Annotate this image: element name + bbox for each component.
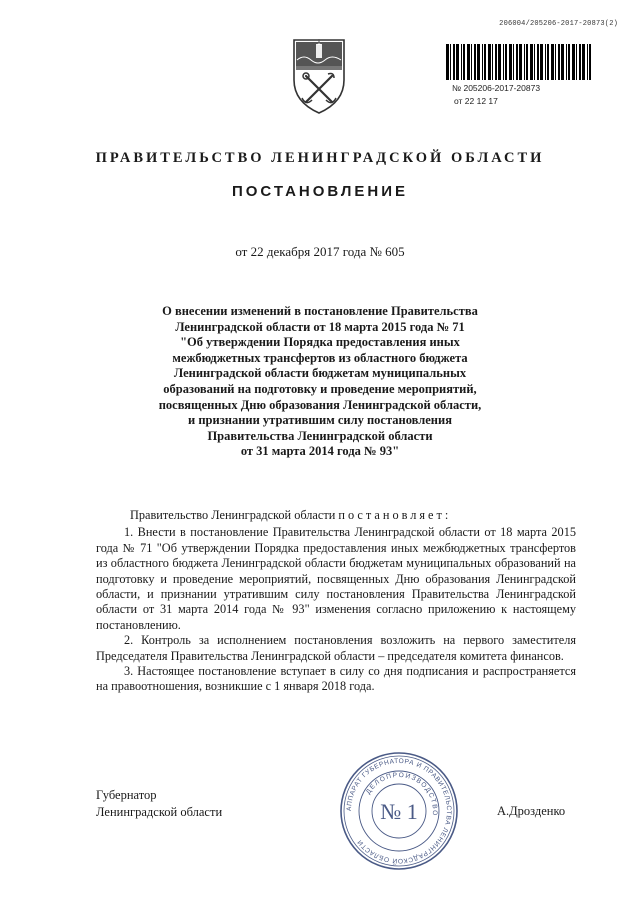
subject-line: Ленинградской области бюджетам муниципальных (173, 366, 467, 381)
subject-line: и признании утратившим силу постановления (188, 413, 452, 428)
signatory-position (96, 787, 222, 821)
coat-of-arms-icon (288, 36, 350, 116)
preamble (96, 508, 576, 523)
barcode-bar (453, 44, 455, 80)
subject-line: О внесении изменений в постановление Правительства (162, 304, 478, 318)
paragraph-2: 2. Контроль за исполнением постановления возложить на первого заместителя Председателя Правительства Ленинградской области – председателя комитета финансов. (96, 633, 576, 663)
barcode-bar (471, 44, 472, 80)
barcode-bar (576, 44, 577, 80)
barcode-bar (488, 44, 491, 80)
barcode-bar (551, 44, 554, 80)
barcode-bar (589, 44, 591, 80)
barcode-bar (495, 44, 497, 80)
barcode-bar (545, 44, 546, 80)
barcode-bar (579, 44, 581, 80)
registration-number: № 205206-2017-20873 (452, 83, 541, 93)
barcode-bar (582, 44, 585, 80)
barcode-bar (540, 44, 543, 80)
document-date-number: от 22 декабря 2017 года № 605 (235, 244, 405, 259)
subject-line: межбюджетных трансфертов из областного бюджета (172, 350, 468, 365)
barcode-bar (587, 44, 588, 80)
preamble-subject: Правительство Ленинградской области (130, 508, 336, 522)
barcode-bar (467, 44, 470, 80)
barcode-bar (484, 44, 486, 80)
barcode-bar (513, 44, 514, 80)
registration-date: от 22 12 17 (454, 96, 498, 106)
barcode-bar (547, 44, 549, 80)
barcode-bar (492, 44, 493, 80)
barcode-bar (572, 44, 575, 80)
signatory-title: Губернатор (96, 788, 157, 802)
barcode-bar (561, 44, 564, 80)
stamp-ring-text: АППАРАТ ГУБЕРНАТОРА И ПРАВИТЕЛЬСТВА ЛЕНИНГРАДСКОЙ ОБЛАСТИ (345, 757, 453, 865)
barcode-bar (474, 44, 476, 80)
barcode-bar (498, 44, 501, 80)
barcode-bar (568, 44, 570, 80)
barcode-bar (519, 44, 522, 80)
subject-line: "Об утверждении Порядка предоставления иных (180, 335, 460, 350)
barcode-bar (524, 44, 525, 80)
document-subject (110, 304, 530, 460)
signatory-name: А.Дрозденко (497, 804, 566, 818)
barcode-bar (503, 44, 504, 80)
document-type: ПОСТАНОВЛЕНИЕ (231, 183, 409, 200)
barcode-bar (446, 44, 449, 80)
barcode-bar (509, 44, 512, 80)
barcode-bar (530, 44, 533, 80)
barcode-bar (526, 44, 528, 80)
barcode-bar (463, 44, 465, 80)
subject-line: посвященных Дню образования Ленинградской области, (158, 397, 482, 412)
barcode-bar (461, 44, 462, 80)
barcode-icon (444, 44, 592, 80)
barcode-bar (482, 44, 483, 80)
subject-line: от 31 марта 2014 года № 93" (240, 444, 400, 459)
barcode-bar (477, 44, 480, 80)
paragraph-1: 1. Внести в постановление Правительства Ленинградской области от 18 марта 2015 года № 71 "Об утверждении Порядка предоставления иных межбюджетных трансфертов из областного бюджета Ленинградской области бюджетам муниципальных образований на подготовку и проведение мероприятий, посвященных Дню образования Ленинградской области, и признании утратившим силу постановления Правительства Ленинградской области от 31 марта 2014 года № 93" изменения согласно приложению к настоящему постановлению. (96, 525, 576, 632)
barcode-bar (566, 44, 567, 80)
subject-line: Правительства Ленинградской области (207, 428, 433, 443)
document-id-code: 206004/205206-2017-20873(2) (499, 20, 618, 28)
barcode-bar (558, 44, 560, 80)
barcode-bar (516, 44, 518, 80)
barcode-bar (505, 44, 507, 80)
barcode-bar (450, 44, 451, 80)
official-stamp (338, 750, 460, 872)
barcode-bar (456, 44, 459, 80)
barcode-bar (555, 44, 556, 80)
preamble-verb: постановляет: (338, 508, 452, 522)
subject-line: Ленинградской области от 18 марта 2015 года № 71 (175, 319, 465, 334)
barcode-bar (537, 44, 539, 80)
stamp-inner-text: ДЕЛОПРОИЗВОДСТВО (364, 771, 439, 817)
subject-line: образований на подготовку и проведение мероприятий, (163, 381, 477, 396)
document-body (96, 508, 576, 695)
paragraph-3: 3. Настоящее постановление вступает в силу со дня подписания и распространяется на правоотношения, возникшие с 1 января 2018 года. (96, 664, 576, 694)
barcode-bar (534, 44, 535, 80)
stamp-number: № 1 (380, 799, 418, 824)
organization-title: ПРАВИТЕЛЬСТВО ЛЕНИНГРАДСКОЙ ОБЛАСТИ (95, 150, 545, 166)
signatory-region: Ленинградской области (96, 805, 223, 819)
